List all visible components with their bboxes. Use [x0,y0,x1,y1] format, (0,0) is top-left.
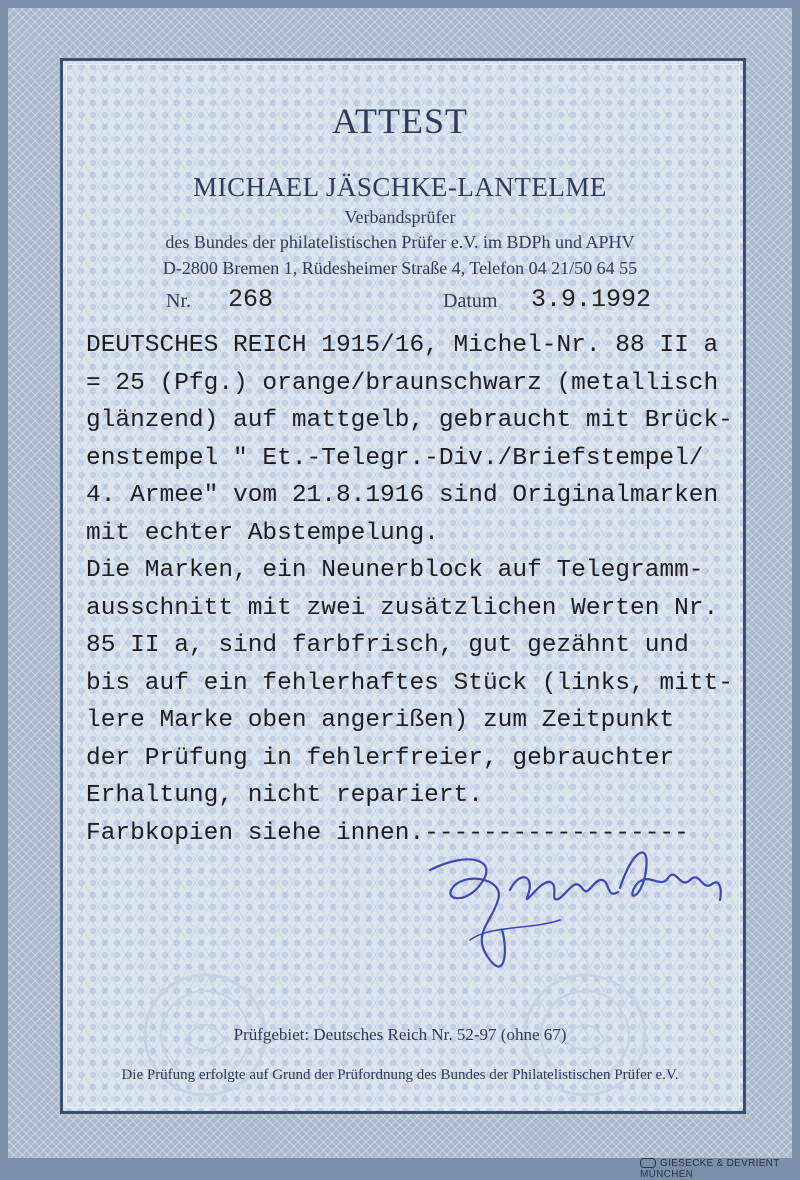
body-line: bis auf ein fehlerhaftes Stück (links, mitt- [86,669,733,697]
examination-domain: Prüfgebiet: Deutsches Reich Nr. 52-97 (ohne 67) [233,1025,567,1044]
body-line: DEUTSCHES REICH 1915/16, Michel-Nr. 88 II a [86,332,719,359]
examiner-association: des Bundes der philatelistischen Prüfer e.V. im BDPh und APHV [165,232,635,252]
certificate-title: ATTEST [332,101,468,141]
examiner-name: MICHAEL JÄSCHKE-LANTELME [193,172,607,202]
body-line: Die Marken, ein Neunerblock auf Telegramm- [86,557,704,584]
examiner-role: Verbandsprüfer [344,207,456,227]
nr-value: 268 [228,285,274,314]
body-line: Erhaltung, nicht repariert. [86,782,483,809]
printer-name: GIESECKE & DEVRIENT MÜNCHEN [640,1158,780,1180]
body-line: 85 II a, sind farbfrisch, gut gezähnt und [86,632,689,659]
body-line: 4. Armee" vom 21.8.1916 sind Originalmarken [86,482,719,509]
datum-label: Datum [443,290,498,312]
body-line: Farbkopien siehe innen.------------------ [86,819,689,847]
body-line: enstempel " Et.-Telegr.-Div./Briefstempel/ [86,444,704,472]
body-line: ausschnitt mit zwei zusätzlichen Werten Nr. [86,594,719,622]
certificate-body [86,327,786,852]
body-line: glänzend) auf mattgelb, gebraucht mit Brück- [86,407,733,434]
nr-label: Nr. [166,290,191,312]
printer-imprint [640,1158,800,1180]
body-line: lere Marke oben angerißen) zum Zeitpunkt [86,707,675,734]
examination-rules: Die Prüfung erfolgte auf Grund der Prüfordnung des Bundes der Philatelistischen Prüfer e.V. [121,1067,679,1083]
body-line: der Prüfung in fehlerfreier, gebrauchter [86,744,675,772]
body-line: = 25 (Pfg.) orange/braunschwarz (metallisch [86,369,719,397]
examiner-address: D-2800 Bremen 1, Rüdesheimer Straße 4, Telefon 04 21/50 64 55 [162,258,638,278]
datum-value: 3.9.1992 [531,285,652,314]
printer-logo-icon [640,1158,656,1168]
body-line: mit echter Abstempelung. [86,519,439,547]
examiner-signature [410,830,730,990]
